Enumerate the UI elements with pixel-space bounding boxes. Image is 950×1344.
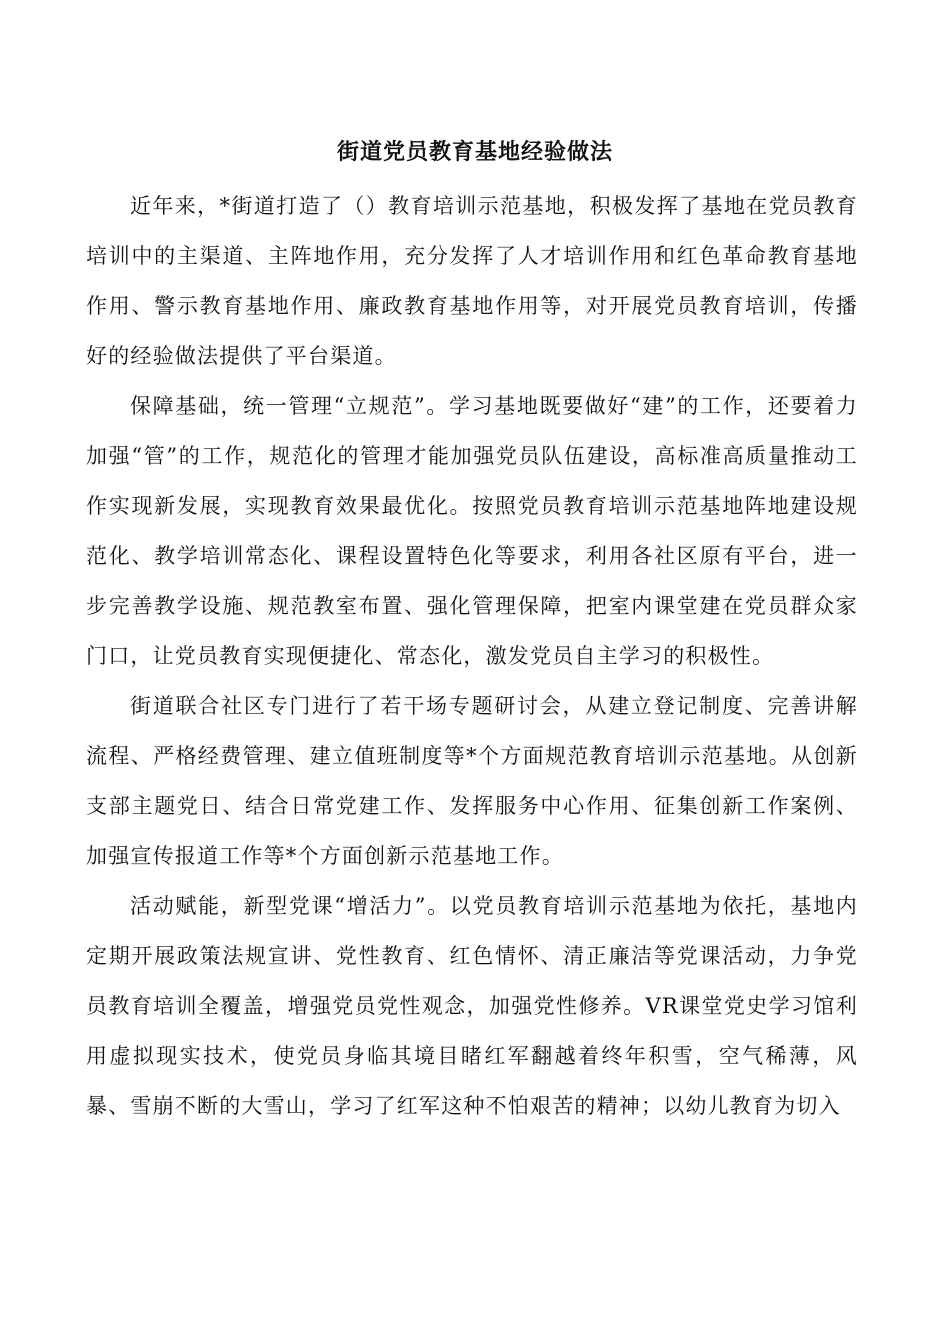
paragraph-activities: 活动赋能，新型党课“增活力”。以党员教育培训示范基地为依托，基地内定期开展政策法规宣讲、党性教育、红色情怀、清正廉洁等党课活动，力争党员教育培训全覆盖，增强党员党性观念，加强党性修养。VR课堂党史学习馆利用虚拟现实技术，使党员身临其境目睹红军翻越着终年积雪，空气稀薄，风暴、雪崩不断的大雪山，学习了红军这种不怕艰苦的精神；以幼儿教育为切入 (86, 894, 858, 1118)
paragraph-management: 保障基础，统一管理“立规范”。学习基地既要做好“建”的工作，还要着力加强“管”的工作，规范化的管理才能加强党员队伍建设，高标准高质量推动工作实现新发展，实现教育效果最优化。按照党员教育培训示范基地阵地建设规范化、教学培训常态化、课程设置特色化等要求，利用各社区原有平台，进一步完善教学设施、规范教室布置、强化管理保障，把室内课堂建在党员群众家门口，让党员教育实现便捷化、常态化，激发党员自主学习的积极性。 (86, 394, 858, 668)
paragraph-intro: 近年来，*街道打造了（）教育培训示范基地，积极发挥了基地在党员教育培训中的主渠道、主阵地作用，充分发挥了人才培训作用和红色革命教育基地作用、警示教育基地作用、廉政教育基地作用等，对开展党员教育培训，传播好的经验做法提供了平台渠道。 (86, 194, 858, 368)
document-title: 街道党员教育基地经验做法 (336, 139, 613, 165)
document-body (86, 181, 858, 1131)
paragraph-seminars: 街道联合社区专门进行了若干场专题研讨会，从建立登记制度、完善讲解流程、严格经费管理、建立值班制度等*个方面规范教育培训示范基地。从创新支部主题党日、结合日常党建工作、发挥服务中心作用、征集创新工作案例、加强宣传报道工作等*个方面创新示范基地工作。 (86, 694, 858, 868)
